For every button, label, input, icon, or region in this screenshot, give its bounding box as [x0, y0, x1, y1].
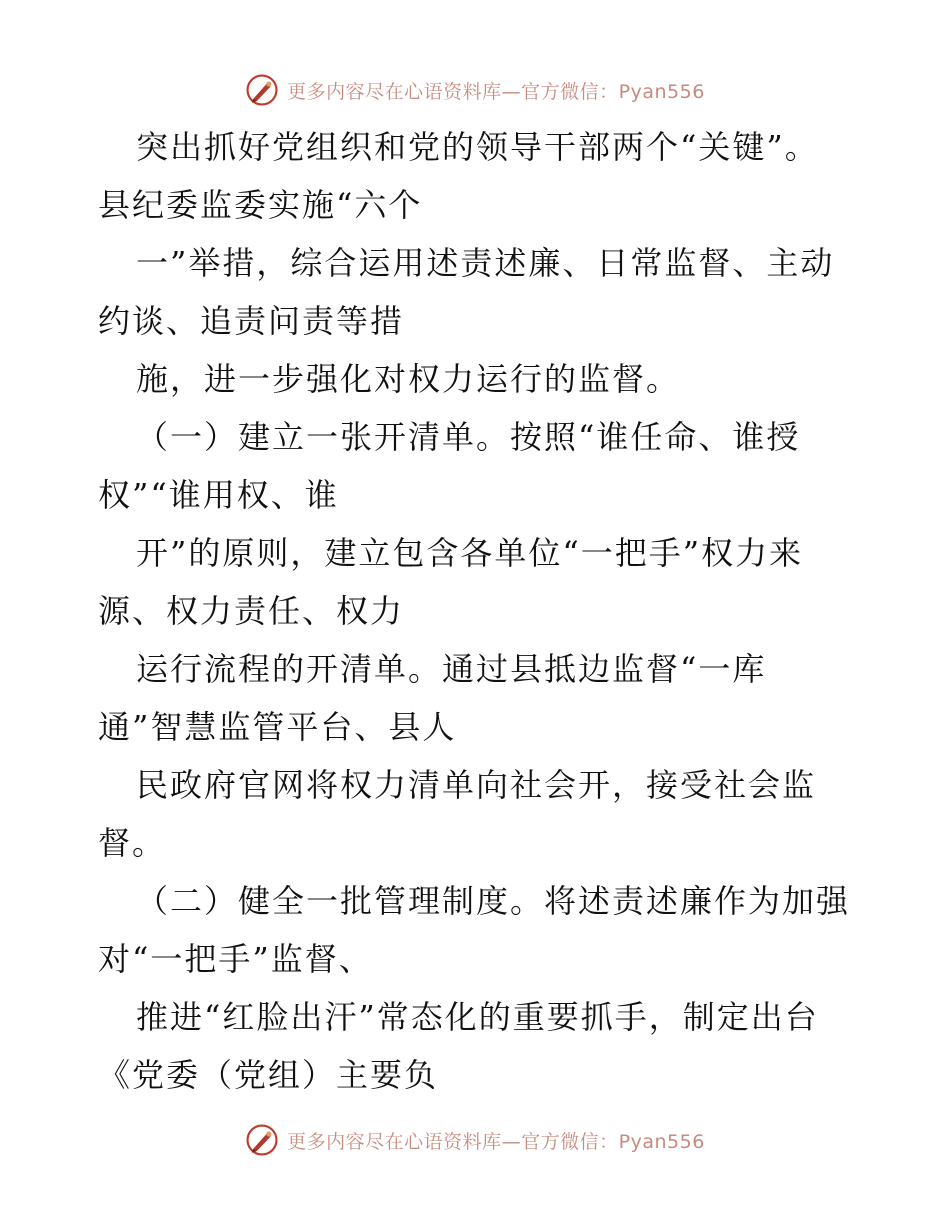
- text-line: 一”举措，综合运用述责述廉、日常监督、主动: [136, 244, 835, 282]
- text-line: 突出抓好党组织和党的领导干部两个“关键”。: [136, 128, 819, 166]
- pen-logo-icon: [245, 73, 279, 107]
- text-line: 权”“谁用权、谁: [98, 476, 339, 514]
- text-line: 《党委（党组）主要负: [98, 1056, 439, 1094]
- text-line: 推进“红脸出汗”常态化的重要抓手，制定出台: [136, 998, 819, 1036]
- footer-watermark: [0, 1122, 950, 1158]
- text-line: 运行流程的开清单。通过县抵边监督“一库: [136, 650, 767, 688]
- watermark-text: 更多内容尽在心语资料库—官方微信：Pyan556: [287, 1130, 705, 1153]
- text-line: 源、权力责任、权力: [98, 592, 405, 630]
- text-line: （二）健全一批管理制度。将述责述廉作为加强: [136, 882, 851, 920]
- watermark-text: 更多内容尽在心语资料库—官方微信：Pyan556: [287, 80, 705, 103]
- text-line: 约谈、追责问责等措: [98, 302, 405, 340]
- text-line: 通”智慧监管平台、县人: [98, 708, 457, 746]
- text-line: 开”的原则，建立包含各单位“一把手”权力来: [136, 534, 804, 572]
- header-watermark: [0, 72, 950, 108]
- pen-logo-icon: [245, 1123, 279, 1157]
- text-line: 施，进一步强化对权力运行的监督。: [136, 360, 681, 398]
- text-line: （一）建立一张开清单。按照“谁任命、谁授: [136, 418, 801, 456]
- text-line: 督。: [98, 824, 167, 862]
- text-line: 对“一把手”监督、: [98, 940, 373, 978]
- text-line: 民政府官网将权力清单向社会开，接受社会监: [136, 766, 817, 804]
- text-line: 县纪委监委实施“六个: [98, 186, 423, 224]
- document-body: [98, 118, 878, 1104]
